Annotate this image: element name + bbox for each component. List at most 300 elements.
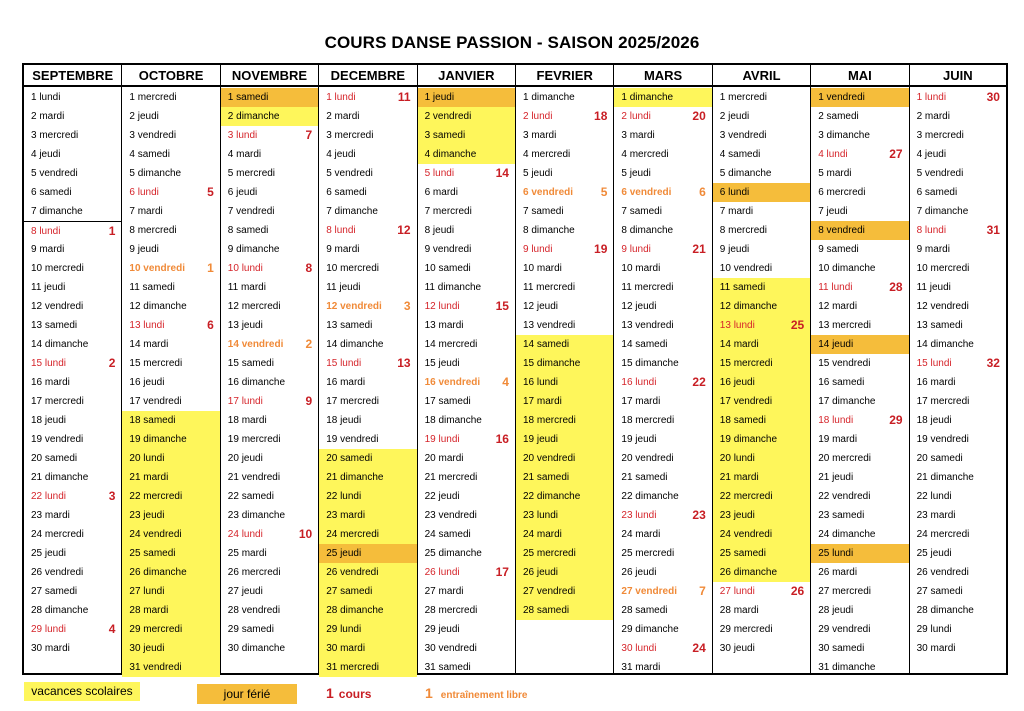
cours-number: 22	[692, 375, 706, 389]
day-label: 18 mardi	[227, 415, 267, 426]
day-cell	[910, 392, 1006, 411]
day-label: 1 dimanche	[621, 92, 674, 103]
day-label: 26 vendredi	[916, 567, 969, 578]
day-cell	[811, 582, 908, 601]
day-label: 25 mardi	[227, 548, 267, 559]
day-cell	[418, 145, 515, 164]
month-column	[24, 65, 122, 673]
day-cell	[811, 297, 908, 316]
day-cell	[24, 506, 121, 525]
day-label: 28 dimanche	[31, 605, 89, 616]
day-cell	[910, 449, 1006, 468]
day-label: 9 jeudi	[129, 244, 159, 255]
day-label: 12 jeudi	[523, 301, 559, 312]
day-label: 7 dimanche	[916, 206, 969, 217]
day-label: 11 lundi	[818, 282, 853, 293]
day-cell	[221, 487, 318, 506]
day-cell	[614, 506, 711, 525]
day-label: 17 mardi	[523, 396, 562, 407]
day-cell	[418, 221, 515, 240]
day-label: 28 dimanche	[326, 605, 384, 616]
day-label: 11 samedi	[719, 282, 766, 293]
day-cell	[713, 316, 810, 335]
day-cell	[516, 259, 613, 278]
day-label: 16 mardi	[31, 377, 70, 388]
day-cell	[516, 449, 613, 468]
day-label: 27 vendredi	[621, 586, 677, 597]
day-label: 27 mardi	[424, 586, 464, 597]
day-cell	[319, 620, 416, 639]
day-cell	[811, 145, 908, 164]
day-label: 29 dimanche	[621, 624, 679, 635]
day-cell	[221, 107, 318, 126]
day-label: 14 dimanche	[31, 339, 89, 350]
day-label: 5 mercredi	[227, 168, 276, 179]
day-label: 13 lundi	[719, 320, 755, 331]
day-label: 30 lundi	[621, 643, 657, 654]
day-cell	[811, 240, 908, 259]
day-cell	[221, 183, 318, 202]
day-label: 12 mardi	[818, 301, 858, 312]
day-label: 15 lundi	[916, 358, 952, 369]
day-cell	[811, 620, 908, 639]
day-label: 31 vendredi	[129, 662, 182, 673]
day-label: 7 samedi	[523, 206, 564, 217]
day-cell	[319, 449, 416, 468]
day-cell	[221, 449, 318, 468]
day-cell	[910, 145, 1006, 164]
day-cell	[614, 183, 711, 202]
day-label: 30 jeudi	[719, 643, 755, 654]
day-label: 10 vendredi	[719, 263, 773, 274]
month-column	[319, 65, 417, 673]
month-column	[221, 65, 319, 673]
day-cell	[811, 107, 908, 126]
day-cell	[24, 240, 121, 259]
day-label: 12 dimanche	[719, 301, 778, 312]
day-cell	[713, 620, 810, 639]
day-cell	[614, 411, 711, 430]
month-header: JUIN	[910, 65, 1006, 87]
day-cell	[516, 88, 613, 107]
day-label: 29 lundi	[326, 624, 362, 635]
month-column	[713, 65, 811, 673]
day-label: 21 mardi	[129, 472, 169, 483]
day-label: 30 mardi	[31, 643, 70, 654]
day-label: 15 samedi	[227, 358, 274, 369]
day-cell	[713, 449, 810, 468]
day-label: 1 mercredi	[129, 92, 177, 103]
day-cell	[614, 278, 711, 297]
legend-cours	[326, 684, 371, 703]
day-label: 23 jeudi	[129, 510, 165, 521]
day-cell	[221, 278, 318, 297]
day-cell	[221, 316, 318, 335]
day-cell	[24, 487, 121, 506]
day-cell	[319, 373, 416, 392]
month-column	[122, 65, 220, 673]
day-cell	[24, 430, 121, 449]
day-cell	[811, 335, 908, 354]
cours-number: 32	[986, 356, 1000, 370]
day-label: 29 samedi	[227, 624, 274, 635]
day-cell	[811, 430, 908, 449]
day-cell	[516, 525, 613, 544]
day-cell	[24, 468, 121, 487]
day-label: 7 mardi	[719, 206, 754, 217]
day-label: 21 dimanche	[31, 472, 89, 483]
legend-libre-label: entraînement libre	[440, 690, 528, 701]
day-label: 3 samedi	[424, 130, 466, 141]
day-label: 10 mardi	[621, 263, 661, 274]
day-cell	[614, 563, 711, 582]
day-cell	[418, 183, 515, 202]
day-label: 20 lundi	[129, 453, 165, 464]
day-cell	[811, 506, 908, 525]
day-label: 25 jeudi	[326, 548, 362, 559]
cours-number: 3	[108, 489, 116, 503]
day-cell	[910, 297, 1006, 316]
day-label: 6 samedi	[31, 187, 72, 198]
day-cell	[910, 601, 1006, 620]
day-cell	[713, 563, 810, 582]
day-label: 27 jeudi	[227, 586, 263, 597]
day-label: 14 vendredi	[227, 339, 284, 350]
day-label: 3 vendredi	[129, 130, 177, 141]
cours-number: 17	[495, 565, 509, 579]
day-cell	[516, 506, 613, 525]
month-column	[614, 65, 712, 673]
day-cell	[122, 525, 219, 544]
day-cell	[319, 601, 416, 620]
day-label: 5 vendredi	[31, 168, 78, 179]
day-cell	[221, 221, 318, 240]
day-label: 29 mercredi	[719, 624, 773, 635]
day-cell	[713, 107, 810, 126]
day-cell	[221, 145, 318, 164]
day-cell	[122, 487, 219, 506]
day-label: 14 samedi	[621, 339, 668, 350]
day-label: 18 lundi	[818, 415, 854, 426]
day-cell	[614, 639, 711, 658]
day-cell	[910, 335, 1006, 354]
day-label: 21 samedi	[621, 472, 668, 483]
day-label: 22 jeudi	[424, 491, 460, 502]
day-cell	[319, 392, 416, 411]
day-label: 16 lundi	[523, 377, 559, 388]
day-cell	[221, 126, 318, 145]
day-cell	[614, 297, 711, 316]
day-cell	[122, 639, 219, 658]
day-label: 2 dimanche	[227, 111, 280, 122]
day-cell	[811, 259, 908, 278]
day-cell	[319, 183, 416, 202]
day-cell	[614, 221, 711, 240]
day-label: 8 mercredi	[719, 225, 768, 236]
day-cell	[24, 145, 121, 164]
day-cell	[418, 601, 515, 620]
day-label: 16 samedi	[818, 377, 865, 388]
day-cell	[418, 392, 515, 411]
day-label: 24 samedi	[424, 529, 471, 540]
day-cell	[713, 392, 810, 411]
cours-number: 1	[108, 224, 116, 238]
day-label: 1 lundi	[916, 92, 947, 103]
day-label: 29 lundi	[916, 624, 952, 635]
day-cell	[614, 582, 711, 601]
day-label: 26 jeudi	[523, 567, 559, 578]
day-label: 16 jeudi	[129, 377, 165, 388]
day-label: 13 samedi	[326, 320, 373, 331]
day-label: 9 jeudi	[719, 244, 750, 255]
day-cell	[614, 164, 711, 183]
day-cell	[122, 145, 219, 164]
day-cell	[418, 449, 515, 468]
day-label: 4 mercredi	[523, 149, 571, 160]
day-label: 6 mercredi	[818, 187, 866, 198]
day-label: 17 vendredi	[719, 396, 773, 407]
day-label: 7 samedi	[621, 206, 662, 217]
month-column	[910, 65, 1006, 673]
cours-number: 4	[108, 622, 116, 636]
day-label: 3 vendredi	[719, 130, 767, 141]
day-label: 30 mardi	[916, 643, 956, 654]
day-cell	[910, 544, 1006, 563]
day-label: 8 dimanche	[621, 225, 674, 236]
day-label: 20 mercredi	[818, 453, 871, 464]
day-label: 19 mercredi	[227, 434, 281, 445]
day-cell	[24, 164, 121, 183]
day-cell	[811, 658, 908, 677]
day-label: 24 vendredi	[719, 529, 773, 540]
day-cell	[910, 240, 1006, 259]
day-cell	[516, 544, 613, 563]
day-label: 3 mardi	[523, 130, 557, 141]
day-label: 26 jeudi	[621, 567, 657, 578]
day-label: 29 jeudi	[424, 624, 460, 635]
day-label: 19 jeudi	[523, 434, 559, 445]
legend-libre-number: 1	[425, 685, 433, 701]
day-label: 24 mercredi	[31, 529, 84, 540]
day-cell	[319, 259, 416, 278]
day-label: 25 dimanche	[424, 548, 482, 559]
day-cell	[221, 297, 318, 316]
day-label: 17 mardi	[621, 396, 661, 407]
day-label: 26 dimanche	[719, 567, 778, 578]
day-cell	[24, 202, 121, 221]
day-label: 8 vendredi	[818, 225, 865, 236]
day-cell	[910, 278, 1006, 297]
day-cell	[713, 221, 810, 240]
day-cell	[319, 468, 416, 487]
legend-cours-number: 1	[326, 685, 334, 701]
day-cell	[319, 525, 416, 544]
day-cell	[122, 107, 219, 126]
day-cell	[24, 601, 121, 620]
day-cell	[24, 525, 121, 544]
day-cell	[713, 354, 810, 373]
day-label: 21 dimanche	[916, 472, 974, 483]
day-cell	[614, 544, 711, 563]
day-label: 4 mercredi	[621, 149, 669, 160]
day-label: 17 samedi	[424, 396, 471, 407]
day-cell	[910, 430, 1006, 449]
day-cell	[122, 658, 219, 677]
day-label: 1 dimanche	[523, 92, 575, 103]
month-column	[516, 65, 614, 673]
day-cell	[24, 335, 121, 354]
day-cell	[614, 392, 711, 411]
day-cell	[122, 411, 219, 430]
day-cell	[614, 107, 711, 126]
day-cell	[713, 468, 810, 487]
day-label: 24 mardi	[621, 529, 661, 540]
day-label: 3 lundi	[227, 130, 258, 141]
day-label: 17 lundi	[227, 396, 263, 407]
day-label: 11 jeudi	[916, 282, 951, 293]
day-cell	[418, 88, 515, 107]
day-label: 9 mardi	[326, 244, 360, 255]
day-label: 22 mercredi	[129, 491, 183, 502]
day-label: 5 mardi	[818, 168, 852, 179]
day-cell	[811, 392, 908, 411]
day-label: 12 vendredi	[916, 301, 969, 312]
day-label: 24 mercredi	[326, 529, 379, 540]
day-label: 10 lundi	[227, 263, 263, 274]
day-label: 22 dimanche	[523, 491, 581, 502]
day-cell	[713, 506, 810, 525]
day-cell	[811, 202, 908, 221]
day-label: 2 mardi	[916, 111, 950, 122]
day-label: 7 mercredi	[424, 206, 472, 217]
day-label: 6 jeudi	[227, 187, 258, 198]
day-label: 5 jeudi	[523, 168, 553, 179]
day-label: 13 jeudi	[227, 320, 263, 331]
day-cell	[811, 88, 908, 107]
day-label: 10 mercredi	[916, 263, 970, 274]
day-label: 23 lundi	[621, 510, 657, 521]
day-label: 3 mercredi	[31, 130, 79, 141]
day-label: 26 mercredi	[227, 567, 281, 578]
day-cell	[418, 487, 515, 506]
day-cell	[319, 202, 416, 221]
day-cell	[713, 411, 810, 430]
day-cell	[24, 563, 121, 582]
day-label: 31 dimanche	[818, 662, 876, 673]
cours-number: 20	[692, 109, 706, 123]
day-label: 30 jeudi	[129, 643, 165, 654]
day-label: 16 mardi	[326, 377, 366, 388]
day-cell	[418, 164, 515, 183]
day-cell	[910, 88, 1006, 107]
day-label: 31 mercredi	[326, 662, 379, 673]
day-label: 20 mardi	[424, 453, 464, 464]
day-label: 21 jeudi	[818, 472, 854, 483]
cours-number: 29	[889, 413, 903, 427]
day-label: 28 dimanche	[916, 605, 974, 616]
day-label: 18 mercredi	[523, 415, 576, 426]
day-cell	[24, 126, 121, 145]
month-column	[811, 65, 909, 673]
day-label: 20 lundi	[719, 453, 755, 464]
day-label: 13 mercredi	[818, 320, 871, 331]
day-cell	[614, 202, 711, 221]
day-label: 22 lundi	[326, 491, 362, 502]
day-label: 5 dimanche	[129, 168, 182, 179]
day-label: 11 mercredi	[523, 282, 576, 293]
day-cell	[221, 411, 318, 430]
day-label: 23 mardi	[31, 510, 70, 521]
day-label: 2 mardi	[326, 111, 360, 122]
day-cell	[122, 278, 219, 297]
day-cell	[910, 183, 1006, 202]
day-cell	[418, 563, 515, 582]
month-header: AVRIL	[713, 65, 810, 87]
day-cell	[811, 449, 908, 468]
day-cell	[418, 506, 515, 525]
day-cell	[122, 164, 219, 183]
day-cell	[516, 202, 613, 221]
day-label: 25 samedi	[129, 548, 176, 559]
day-cell	[122, 506, 219, 525]
day-label: 21 mercredi	[424, 472, 478, 483]
day-label: 9 lundi	[621, 244, 651, 255]
page-title: COURS DANSE PASSION - SAISON 2025/2026	[324, 33, 700, 52]
day-label: 10 mercredi	[326, 263, 379, 274]
day-cell	[811, 563, 908, 582]
day-cell	[516, 354, 613, 373]
day-label: 22 samedi	[227, 491, 274, 502]
day-label: 23 mardi	[916, 510, 956, 521]
day-cell	[221, 544, 318, 563]
day-cell	[811, 164, 908, 183]
day-label: 23 jeudi	[719, 510, 755, 521]
day-label: 23 samedi	[818, 510, 865, 521]
day-label: 17 mercredi	[31, 396, 84, 407]
legend-jour-ferie: jour férié	[197, 684, 297, 704]
day-label: 15 jeudi	[424, 358, 460, 369]
day-label: 23 vendredi	[424, 510, 477, 521]
day-cell	[122, 202, 219, 221]
day-label: 30 vendredi	[424, 643, 477, 654]
day-label: 20 samedi	[326, 453, 373, 464]
day-label: 27 lundi	[719, 586, 755, 597]
day-cell	[319, 544, 416, 563]
day-cell	[811, 126, 908, 145]
day-label: 4 jeudi	[326, 149, 356, 160]
cours-number: 18	[594, 109, 608, 123]
day-cell	[713, 126, 810, 145]
cours-number: 5	[207, 185, 214, 199]
day-cell	[319, 430, 416, 449]
day-cell	[418, 240, 515, 259]
day-cell	[319, 487, 416, 506]
entrainement-number: 5	[600, 185, 608, 199]
day-cell	[221, 373, 318, 392]
day-label: 1 jeudi	[424, 92, 455, 103]
day-label: 9 mardi	[31, 244, 65, 255]
day-cell	[614, 525, 711, 544]
day-label: 13 samedi	[31, 320, 78, 331]
day-label: 13 vendredi	[523, 320, 576, 331]
day-label: 19 dimanche	[129, 434, 187, 445]
day-cell	[713, 544, 810, 563]
day-cell	[319, 639, 416, 658]
day-cell	[713, 202, 810, 221]
day-label: 20 vendredi	[621, 453, 674, 464]
day-label: 16 vendredi	[424, 377, 481, 388]
day-cell	[122, 354, 219, 373]
